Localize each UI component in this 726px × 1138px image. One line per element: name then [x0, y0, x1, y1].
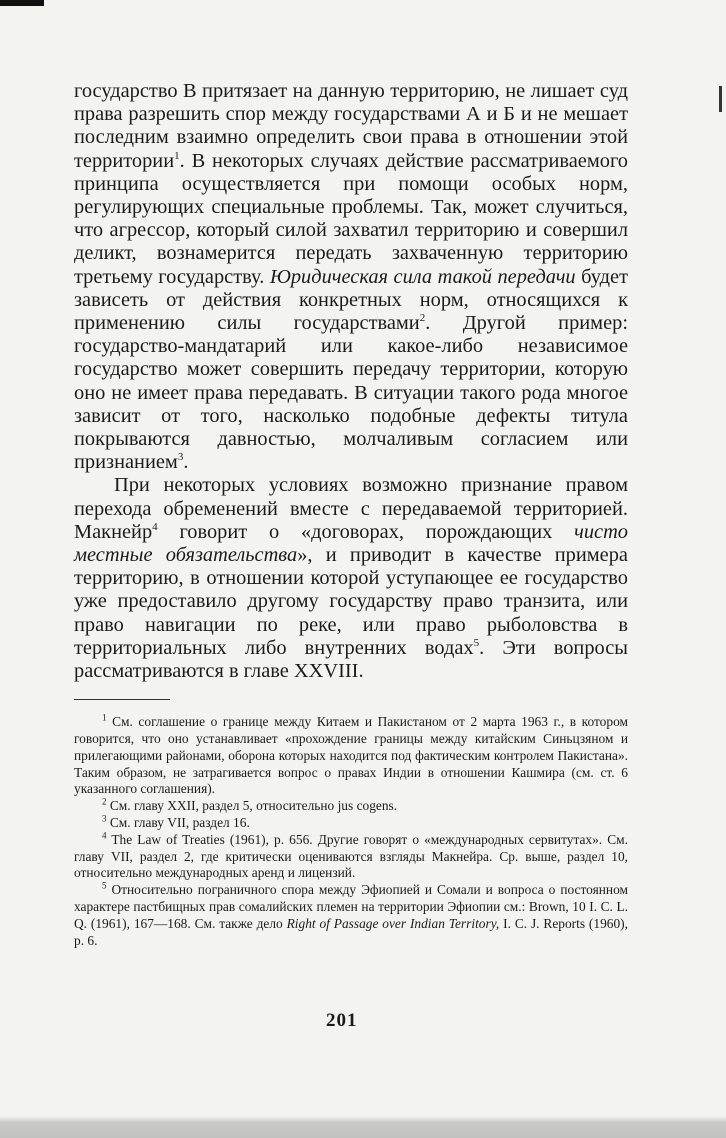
book-page — [74, 80, 628, 949]
text-run: государство В притязает на данную территорию, не лишает суд права разрешить спор между государствами А и Б и не мешает последним взаимно определить свои права в отношении этой территории — [74, 80, 628, 172]
footnote-ref-2: 2 — [419, 312, 426, 325]
text-run: . — [183, 451, 189, 474]
footnote-text: См. главу XXII, раздел 5, относительно jus cogens. — [109, 798, 398, 814]
scan-bottom-edge — [0, 1116, 726, 1138]
text-run: будет зависеть от действия конкретных норм, относящихся к применению силы государствами — [74, 265, 628, 335]
footnote-ref-1: 1 — [174, 149, 180, 162]
body-paragraph-1 — [74, 80, 628, 474]
footnote-text: См. главу VII, раздел 16. — [109, 815, 250, 831]
italic-text: Юридическая сила такой передачи — [269, 265, 576, 288]
footnote-3 — [74, 815, 628, 832]
scan-margin-mark — [719, 86, 722, 112]
footnote-text: См. соглашение о границе между Китаем и Пакистаном от 2 марта 1963 г., в котором говорится, что оно устанавливает «прохождение границы между китайским Синьцзяном и прилегающими районами, оборона которых находится под фактическим контролем Пакистана». Таким образом, не затрагивается вопрос о правах Индии в отношении Кашмира (см. ст. 6 указанного соглашения). — [74, 714, 628, 797]
page-number: 201 — [326, 1010, 358, 1031]
footnote-number: 4 — [102, 830, 107, 841]
footnote-ref-5: 5 — [473, 637, 480, 650]
footnote-text: The Law of Treaties (1961), p. 656. Другие говорят о «международных сервитутах». См. главу VII, раздел 2, где критически оцениваются взгляды Макнейра. Ср. выше, раздел 10, относительно международных аренд и лицензий. — [74, 831, 629, 881]
footnote-text: I. C. J. Reports (1960), p. 6. — [74, 915, 628, 948]
footnote-4 — [74, 832, 628, 882]
text-run: », и приводит в качестве примера территорию, в отношении которой уступающее ее государство уже предоставило другому государству право транзита, или право навигации по реке, или право рыболовства в территориальных либо внутренних водах — [74, 544, 628, 659]
footnote-5 — [74, 882, 628, 949]
footnote-1 — [74, 714, 628, 798]
footnote-text: Относительно пограничного спора между Эфиопией и Сомали и вопроса о постоянном характере пастбищных прав сомалийских племен на территории Эфиопии см.: Brown, 10 I. C. L. Q. (1961), 167—168. См. также дело — [74, 882, 628, 931]
text-run: говорит о «договорах, порождающих — [157, 520, 575, 543]
footnote-ref-4: 4 — [152, 521, 158, 534]
scan-edge-mark — [0, 0, 44, 6]
body-paragraph-2 — [74, 474, 628, 683]
footnote-number: 1 — [102, 712, 107, 723]
footnote-divider — [74, 699, 170, 700]
text-run: . В некоторых случаях действие рассматриваемого принципа осуществляется при помощи особых норм, регулирующих специальные проблемы. Так, может случиться, что агрессор, который силой захватил территорию и совершил деликт, вознамерится передать захваченную территорию третьему государству. — [74, 149, 628, 288]
footnote-number: 2 — [102, 796, 107, 807]
text-run: При некоторых условиях возможно признание правом перехода обременений вместе с передаваемой территорией. Макнейр — [74, 474, 628, 543]
footnote-number: 5 — [102, 880, 107, 891]
italic-text: чисто местные обязательства — [74, 520, 628, 567]
text-run: . Другой пример: государство-мандатарий или какое-либо независимое государство может совершить передачу территории, которую оно не имеет права передавать. В ситуации такого рода многое зависит от того, насколько подобные дефекты титула покрываются давностью, молчаливым согласием или признанием — [74, 312, 628, 474]
case-title-italic: Right of Passage over Indian Territory, — [286, 915, 500, 931]
footnote-ref-3: 3 — [177, 451, 184, 464]
footnote-number: 3 — [102, 813, 107, 824]
footnote-2 — [74, 798, 628, 815]
text-run: . Эти вопросы рассматриваются в главе XXVIII. — [74, 636, 628, 683]
